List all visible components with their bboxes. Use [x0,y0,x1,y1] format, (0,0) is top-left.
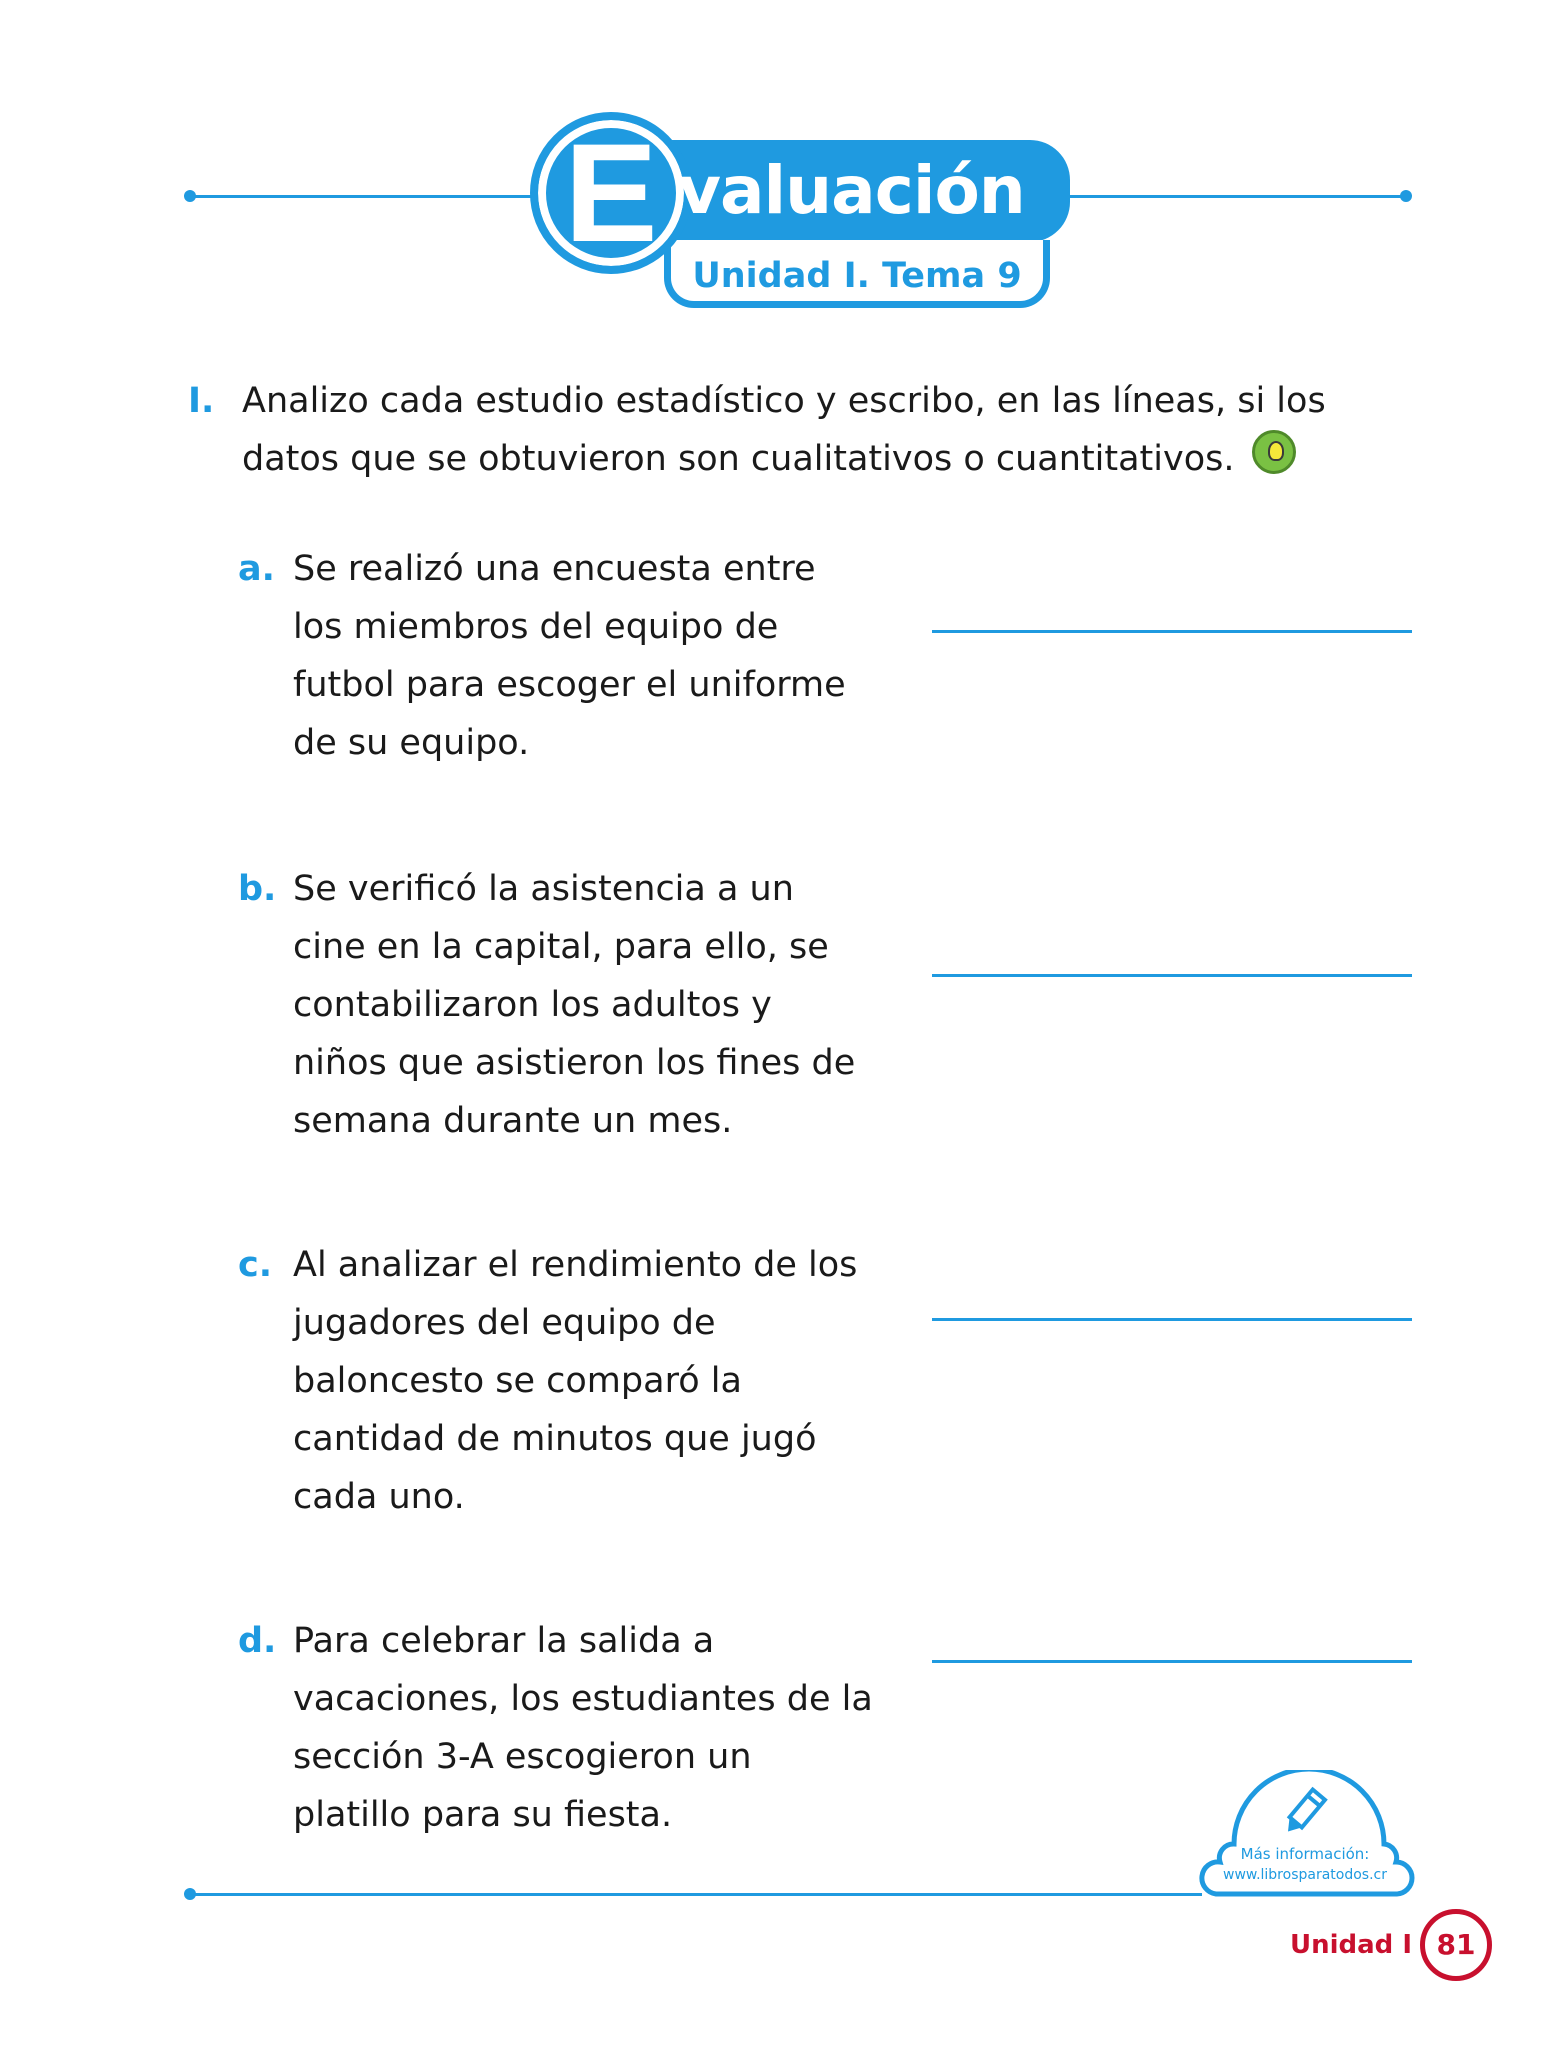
page-number: 81 [1420,1909,1492,1981]
instruction-number: I. [188,381,215,421]
item-b-text: Se verificó la asistencia a un cine en la capital, para ello, se contabilizaron los adultos y niños que asistieron los fines de semana durante un mes. [293,869,856,1141]
page-subtitle: Unidad I. Tema 9 [692,256,1022,296]
instruction-text: Analizo cada estudio estadístico y escribo, en las líneas, si los datos que se obtuvieron son cualitativos o cuantitativos. [242,381,1326,479]
item-d-text: Para celebrar la salida a vacaciones, los estudiantes de la sección 3-A escogieron un platillo para su fiesta. [293,1621,873,1835]
item-c-letter: c. [238,1245,273,1285]
bottom-rule-dot [184,1888,196,1900]
answer-line-d[interactable] [932,1660,1412,1663]
item-a-text: Se realizó una encuesta entre los miembros del equipo de futbol para escoger el uniforme de su equipo. [293,549,846,763]
answer-line-b[interactable] [932,974,1412,977]
answer-line-a[interactable] [932,630,1412,633]
bottom-rule [190,1893,1202,1896]
item-c-text: Al analizar el rendimiento de los jugadores del equipo de baloncesto se comparó la cantidad de minutos que jugó cada uno. [293,1245,858,1517]
answer-line-c[interactable] [932,1318,1412,1321]
info-label: Más información: [1240,1845,1370,1863]
title-letter: E [564,114,658,271]
instruction [242,372,1352,488]
top-rule-left [190,195,535,198]
top-rule-right-dot [1400,190,1412,202]
footer-unit: Unidad I [1289,1930,1412,1960]
top-rule-right [1070,195,1406,198]
top-rule-left-dot [184,190,196,202]
page-title: valuación [678,152,1025,229]
item-b-letter: b. [238,869,277,909]
item-a-letter: a. [238,549,275,589]
item-d-letter: d. [238,1621,277,1661]
lightbulb-icon [1252,430,1296,474]
info-url[interactable]: www.librosparatodos.cr [1223,1867,1387,1883]
